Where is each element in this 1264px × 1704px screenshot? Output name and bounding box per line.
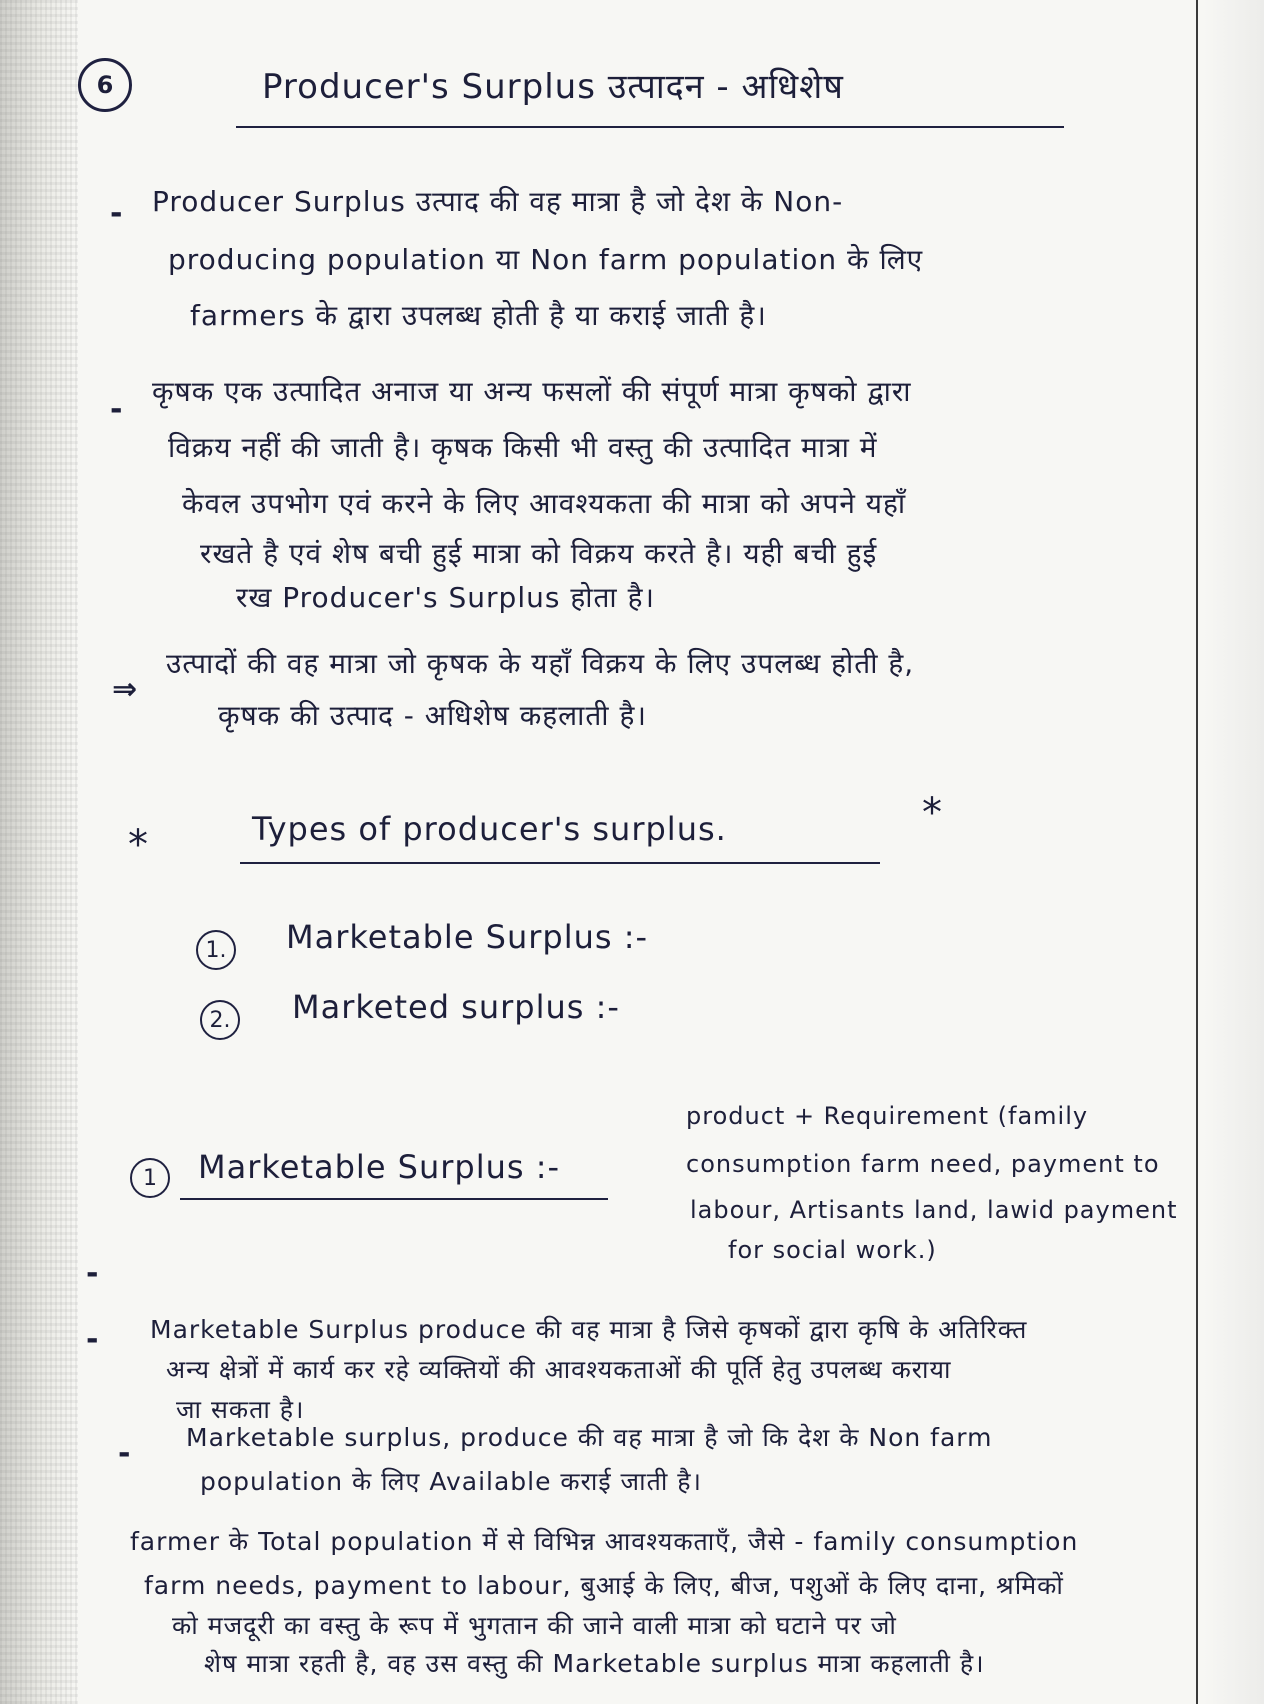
formula-line-2: consumption farm need, payment to	[686, 1150, 1160, 1178]
para4-line-7: farm needs, payment to labour, बुआई के लिए, बीज, पशुओं के लिए दाना, श्रमिकों	[144, 1571, 1064, 1600]
page-number	[78, 58, 132, 112]
formula-line-3: labour, Artisants land, lawid payment	[690, 1196, 1178, 1224]
intro-line-1: Producer Surplus उत्पाद की वह मात्रा है जो देश के Non-	[152, 185, 844, 218]
bullet-dash: -	[110, 196, 123, 231]
list-number-circle	[196, 930, 236, 970]
intro-line-2: producing population या Non farm population के लिए	[168, 243, 924, 276]
scan-edge-right	[1204, 0, 1264, 1704]
para2-line-1: कृषक एक उत्पादित अनाज या अन्य फसलों की संपूर्ण मात्रा कृषको द्वारा	[152, 375, 912, 408]
marketable-heading: Marketable Surplus :-	[198, 1148, 561, 1186]
type-item-2: Marketed surplus :-	[292, 988, 620, 1026]
para4-line-9: शेष मात्रा रहती है, वह उस वस्तु की Marketable surplus मात्रा कहलाती है।	[204, 1649, 985, 1678]
list-number-circle	[200, 1000, 240, 1040]
para3-line-2: कृषक की उत्पाद - अधिशेष कहलाती है।	[218, 699, 647, 732]
bullet-dash: -	[110, 392, 123, 427]
para2-line-4: रखते है एवं शेष बची हुई मात्रा को विक्रय करते है। यही बची हुई	[200, 537, 878, 570]
formula-line-1: product + Requirement (family	[686, 1102, 1089, 1130]
title-underline	[236, 126, 1064, 128]
types-underline	[240, 862, 880, 864]
star-icon: *	[128, 822, 148, 868]
list-number: 1.	[205, 937, 227, 963]
para2-line-2: विक्रय नहीं की जाती है। कृषक किसी भी वस्तु की उत्पादित मात्रा में	[168, 431, 878, 464]
para4-line-6: farmer के Total population में से विभिन्न आवश्यकताएँ, जैसे - family consumption	[130, 1527, 1079, 1556]
formula-line-4: for social work.)	[728, 1236, 937, 1264]
para3-line-1: उत्पादों की वह मात्रा जो कृषक के यहाँ विक्रय के लिए उपलब्ध होती है,	[166, 647, 915, 680]
margin-rule	[1196, 0, 1198, 1704]
marketable-underline	[180, 1198, 608, 1200]
para4-line-1: Marketable Surplus produce की वह मात्रा है जिसे कृषकों द्वारा कृषि के अतिरिक्त	[150, 1315, 1028, 1344]
section-number: 1	[143, 1165, 157, 1191]
para4-line-5: population के लिए Available कराई जाती है।	[200, 1467, 702, 1496]
para2-line-5: रख Producer's Surplus होता है।	[236, 581, 656, 614]
types-heading: Types of producer's surplus.	[252, 810, 727, 848]
para4-line-3: जा सकता है।	[176, 1395, 305, 1424]
para2-line-3: केवल उपभोग एवं करने के लिए आवश्यकता की मात्रा को अपने यहाँ	[182, 487, 907, 520]
bullet-dash: -	[86, 1322, 99, 1357]
para4-line-8: को मजदूरी का वस्तु के रूप में भुगतान की जाने वाली मात्रा को घटाने पर जो	[172, 1611, 897, 1640]
type-item-1: Marketable Surplus :-	[286, 918, 649, 956]
para4-line-2: अन्य क्षेत्रों में कार्य कर रहे व्यक्तियों की आवश्यकताओं की पूर्ति हेतु उपलब्ध कराया	[166, 1355, 952, 1384]
para4-line-4: Marketable surplus, produce की वह मात्रा है जो कि देश के Non farm	[186, 1423, 993, 1452]
bullet-dash: -	[86, 1256, 99, 1291]
list-number: 2.	[209, 1007, 231, 1033]
star-icon: *	[922, 790, 942, 836]
arrow-bullet: ⇒	[112, 672, 138, 707]
page-title: Producer's Surplus उत्पादन - अधिशेष	[262, 67, 844, 107]
bullet-dash: -	[118, 1436, 131, 1471]
scan-edge-left	[0, 0, 78, 1704]
intro-line-3: farmers के द्वारा उपलब्ध होती है या कराई जाती है।	[190, 299, 767, 332]
page-number-text: 6	[96, 71, 114, 99]
section-number-circle	[130, 1158, 170, 1198]
